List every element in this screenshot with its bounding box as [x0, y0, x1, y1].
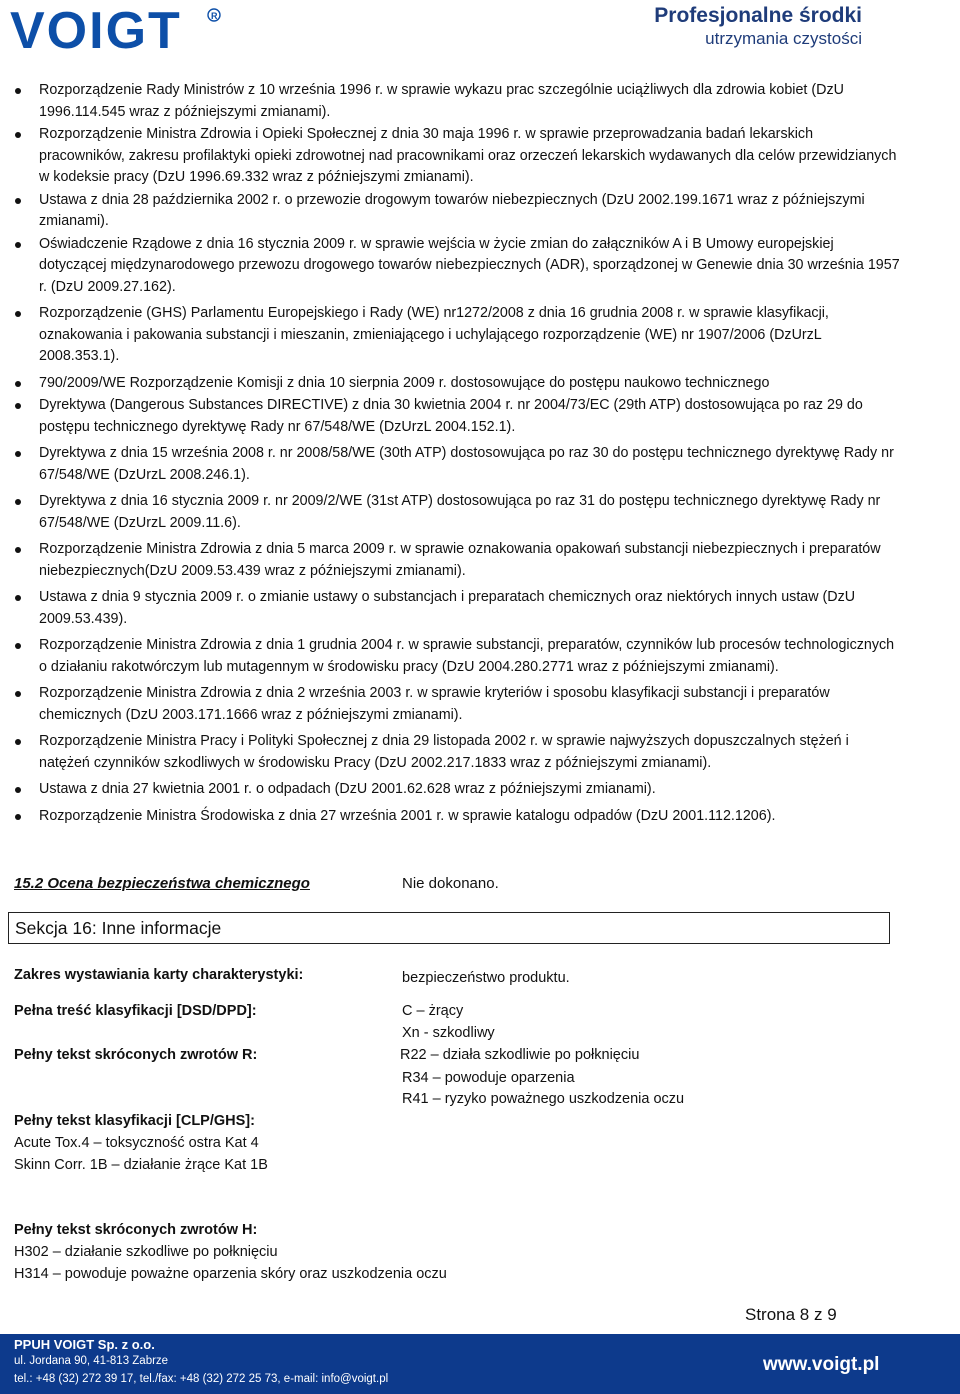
page-header [0, 0, 960, 62]
regulations-list [0, 80, 900, 828]
r-phrase: R34 – powoduje oparzenia [402, 1070, 575, 1086]
list-item: Rozporządzenie Ministra Zdrowia z dnia 1 grudnia 2004 r. w sprawie substancji, preparatów, czynników lub procesów technologicznych o działaniu rakotwórczym lub mutagennym w środowisku pracy (DzU 2004.280.2771 wraz z późniejszymi zmianami). [0, 635, 900, 678]
list-item: Rozporządzenie Ministra Zdrowia z dnia 5 marca 2009 r. w sprawie oznakowania opakowań substancji niebezpiecznych i preparatów niebezpiecznych(DzU 2009.53.439 wraz z późniejszymi zmianami). [0, 539, 900, 582]
r-phrase: R22 – działa szkodliwie po połknięciu [400, 1047, 640, 1063]
list-item: 790/2009/WE Rozporządzenie Komisji z dnia 10 sierpnia 2009 r. dostosowujące do postępu naukowo technicznego [0, 373, 900, 395]
tagline-sub: utrzymania czystości [705, 29, 862, 48]
section-15-2-title: 15.2 Ocena bezpieczeństwa chemicznego [14, 875, 310, 892]
voigt-logo [10, 2, 225, 58]
clp-value: Skinn Corr. 1B – działanie żrące Kat 1B [14, 1157, 268, 1173]
svg-text:VOIGT: VOIGT [10, 2, 182, 58]
dsd-label: Pełna treść klasyfikacji [DSD/DPD]: [14, 1003, 257, 1019]
clp-value: Acute Tox.4 – toksyczność ostra Kat 4 [14, 1135, 259, 1151]
svg-text:R: R [211, 11, 218, 21]
list-item: Rozporządzenie Ministra Środowiska z dnia 27 września 2001 r. w sprawie katalogu odpadów (DzU 2001.112.1206). [0, 806, 900, 828]
r-phrase: R41 – ryzyko poważnego uszkodzenia oczu [402, 1091, 685, 1107]
h-phrase: H314 – powoduje poważne oparzenia skóry oraz uszkodzenia oczu [14, 1266, 447, 1282]
list-item: Rozporządzenie Ministra Zdrowia i Opieki Społecznej z dnia 30 maja 1996 r. w sprawie przeprowadzania badań lekarskich pracowników, zakresu profilaktyki opieki zdrowotnej nad pracownikami oraz orzeczeń lekarskich wydawanych dla celów przewidzianych w kodeksie pracy (DzU 1996.69.332 wraz z późniejszymi zmianami). [0, 124, 900, 189]
footer-address: ul. Jordana 90, 41-813 Zabrze [14, 1355, 169, 1367]
list-item: Dyrektywa z dnia 16 stycznia 2009 r. nr 2009/2/WE (31st ATP) dostosowująca po raz 31 do postępu technicznego dyrektywę Rady nr 67/548/WE (DzUrzL 2009.11.6). [0, 491, 900, 534]
list-item: Rozporządzenie Ministra Zdrowia z dnia 2 września 2003 r. w sprawie kryteriów i sposobu klasyfikacji substancji i preparatów chemicznych (DzU 2003.171.1666 wraz z późniejszymi zmianami). [0, 683, 900, 726]
section-15-2-value: Nie dokonano. [402, 875, 499, 892]
footer-contact: tel.: +48 (32) 272 39 17, tel./fax: +48 (32) 272 25 73, e-mail: info@voigt.pl [14, 1373, 389, 1385]
r-phrases-label: Pełny tekst skróconych zwrotów R: [14, 1047, 258, 1063]
list-item: Rozporządzenie (GHS) Parlamentu Europejskiego i Rady (WE) nr1272/2008 z dnia 16 grudnia 2008 r. w sprawie klasyfikacji, oznakowania i pakowania substancji i mieszanin, zmieniającego i uchylającego rozporządzenie (WE) nr 1907/2006 (DzUrzL 2008.353.1). [0, 303, 900, 368]
scope-value: bezpieczeństwo produktu. [402, 970, 570, 986]
dsd-value: Xn - szkodliwy [402, 1025, 495, 1041]
page-footer [0, 1334, 960, 1394]
tagline-main: Profesjonalne środki [654, 4, 862, 27]
list-item: Oświadczenie Rządowe z dnia 16 stycznia 2009 r. w sprawie wejścia w życie zmian do załączników A i B Umowy europejskiej dotyczącej międzynarodowego przewozu drogowego towarów niebezpiecznych (ADR), sporządzonej w Genewie dnia 30 września 1957 r. (DzU 2009.27.162). [0, 234, 900, 299]
page-number: Strona 8 z 9 [745, 1305, 837, 1324]
list-item: Rozporządzenie Ministra Pracy i Polityki Społecznej z dnia 29 listopada 2002 r. w sprawie najwyższych dopuszczalnych stężeń i natężeń czynników szkodliwych w środowisku Pracy (DzU 2002.217.1833 wraz z późniejszymi zmianami). [0, 731, 900, 774]
list-item: Dyrektywa z dnia 15 września 2008 r. nr 2008/58/WE (30th ATP) dostosowująca po raz 30 do postępu technicznego dyrektywę Rady nr 67/548/WE (DzUrzL 2008.246.1). [0, 443, 900, 486]
list-item: Ustawa z dnia 27 kwietnia 2001 r. o odpadach (DzU 2001.62.628 wraz z późniejszymi zmianami). [0, 779, 900, 801]
footer-company: PPUH VOIGT Sp. z o.o. [14, 1337, 155, 1352]
scope-label: Zakres wystawiania karty charakterystyki: [14, 967, 304, 983]
list-item: Rozporządzenie Rady Ministrów z 10 września 1996 r. w sprawie wykazu prac szczególnie uciążliwych dla zdrowia kobiet (DzU 1996.114.545 wraz z późniejszymi zmianami). [0, 80, 900, 123]
h-phrases-label: Pełny tekst skróconych zwrotów H: [14, 1222, 258, 1238]
clp-label: Pełny tekst klasyfikacji [CLP/GHS]: [14, 1113, 255, 1129]
dsd-value: C – żrący [402, 1003, 464, 1019]
section-16-heading: Sekcja 16: Inne informacje [8, 912, 890, 944]
list-item: Ustawa z dnia 28 października 2002 r. o przewozie drogowym towarów niebezpiecznych (DzU 2002.199.1671 wraz z późniejszymi zmianami). [0, 190, 900, 233]
footer-website-link[interactable]: www.voigt.pl [763, 1354, 880, 1375]
h-phrase: H302 – działanie szkodliwe po połknięciu [14, 1244, 278, 1260]
list-item: Dyrektywa (Dangerous Substances DIRECTIVE) z dnia 30 kwietnia 2004 r. nr 2004/73/EC (29th ATP) dostosowująca po raz 29 do postępu technicznego dyrektywę Rady nr 67/548/WE (DzUrzL 2004.152.1). [0, 395, 900, 438]
header-tagline [654, 4, 862, 50]
section-15-2 [14, 875, 499, 892]
list-item: Ustawa z dnia 9 stycznia 2009 r. o zmianie ustawy o substancjach i preparatach chemicznych oraz niektórych innych ustaw (DzU 2009.53.439). [0, 587, 900, 630]
